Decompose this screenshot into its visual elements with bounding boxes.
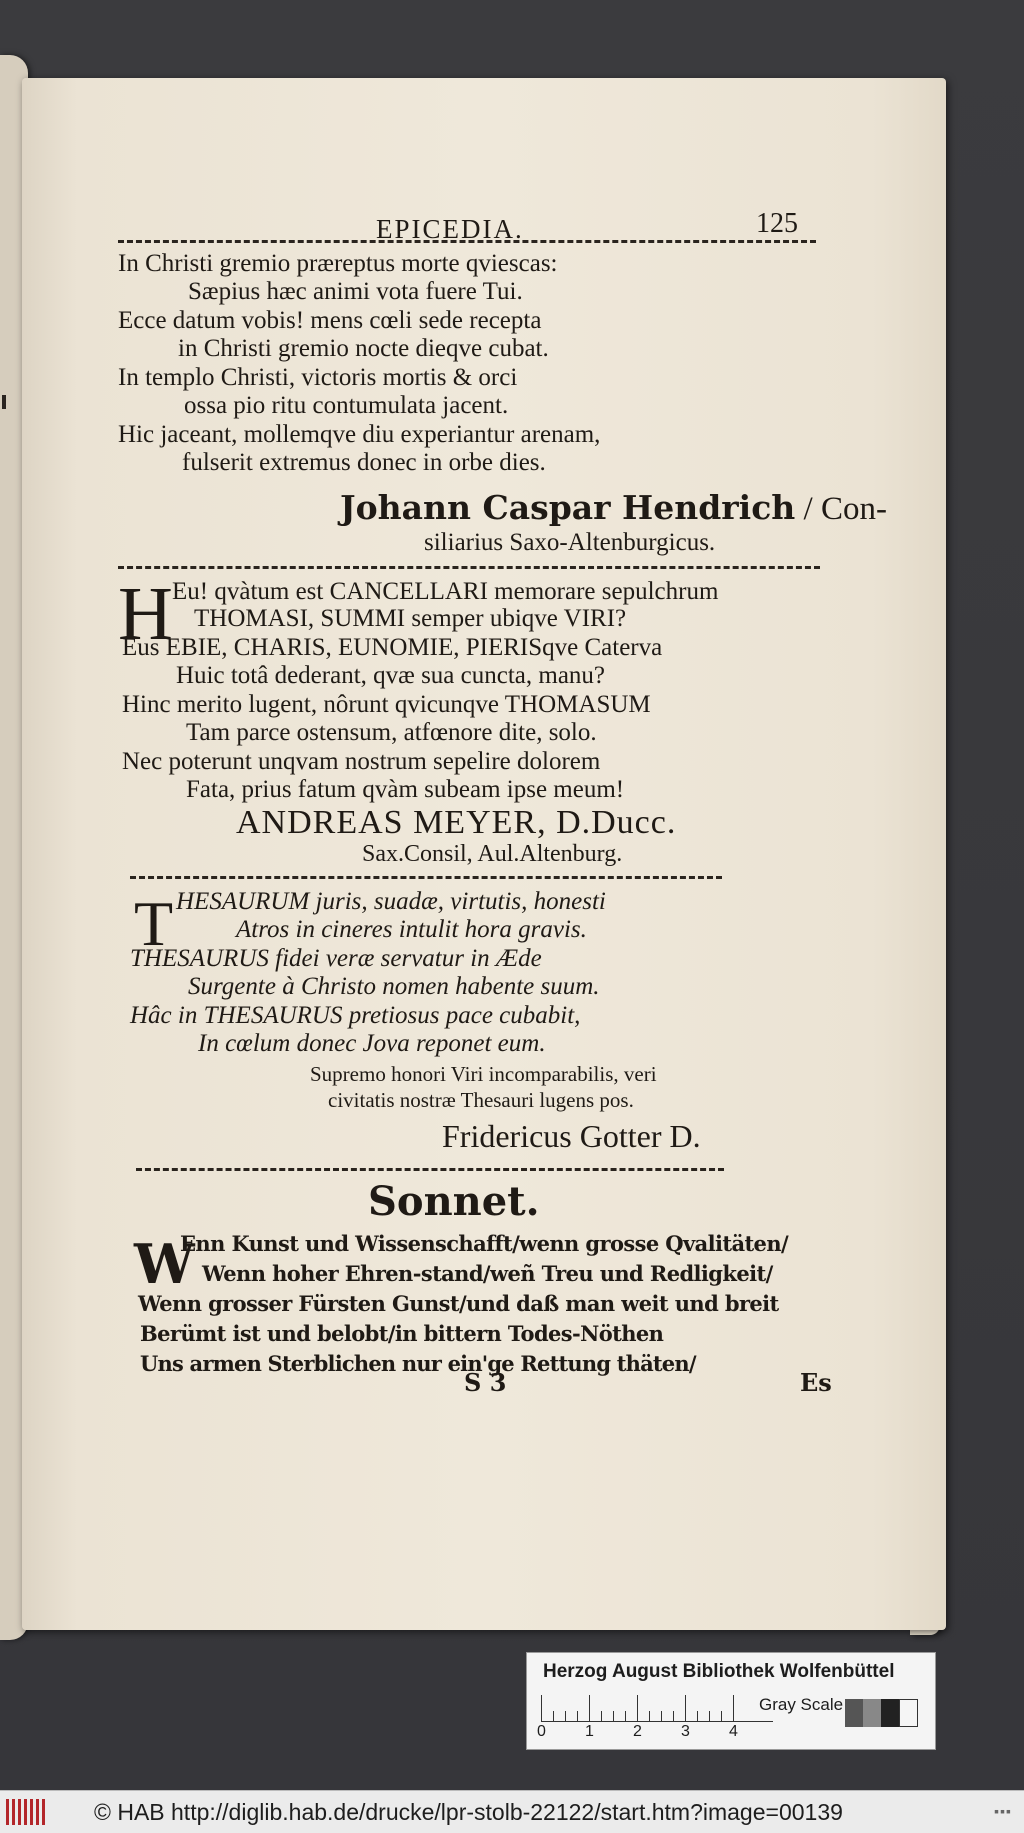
- poem-line: Wenn grosser Fürsten Gunst/und daß man weit und breit: [138, 1291, 779, 1316]
- signature-mark: S 3: [464, 1368, 507, 1397]
- gray-swatch: [863, 1699, 881, 1727]
- signature-name-suffix: / Con-: [803, 491, 887, 527]
- signature-blackletter-name: Johann Caspar Hendrich: [340, 488, 796, 527]
- poem-line: in Christi gremio nocte dieqve cubat.: [178, 335, 549, 362]
- poem-line: Wenn hoher Ehren-stand/weñ Treu und Redligkeit/: [202, 1261, 773, 1286]
- poem-line: Uns armen Sterblichen nur ein'ge Rettung thäten/: [140, 1351, 696, 1376]
- gray-swatch: [881, 1699, 899, 1727]
- signature-name: ANDREAS MEYER, D.Ducc.: [236, 804, 677, 841]
- signature-title: Sax.Consil, Aul.Altenburg.: [362, 841, 623, 867]
- poem-line: Hic jaceant, mollemqve diu experiantur arenam,: [118, 421, 601, 448]
- menu-dots-icon[interactable]: ▪▪▪: [994, 1803, 1012, 1819]
- poem-line: Atros in cineres intulit hora gravis.: [236, 916, 587, 943]
- library-reference-card: [526, 1652, 936, 1750]
- poem-line: Surgente à Christo nomen habente suum.: [188, 973, 600, 1000]
- section-rule: [130, 876, 722, 879]
- gray-swatch: [899, 1699, 918, 1727]
- running-title: EPICEDIA.: [376, 214, 524, 244]
- poem-line: Fata, prius fatum qvàm subeam ipse meum!: [186, 776, 625, 803]
- poem-line: In templo Christi, victoris mortis & orci: [118, 364, 518, 391]
- signature-title: siliarius Saxo-Altenburgicus.: [424, 529, 716, 556]
- poem-line: Enn Kunst und Wissenschafft/wenn grosse Qvalitäten/: [180, 1231, 789, 1256]
- poem-line: Eus EBIE, CHARIS, EUNOMIE, PIERISqve Caterva: [122, 634, 663, 661]
- library-name: Herzog August Bibliothek Wolfenbüttel: [543, 1661, 895, 1682]
- dedication-line: Supremo honori Viri incomparabilis, veri: [310, 1062, 657, 1086]
- poem-line: Ecce datum vobis! mens cœli sede recepta: [118, 307, 542, 334]
- poem-line: Berümt ist und belobt/in bittern Todes-Nöthen: [140, 1321, 664, 1346]
- permalink-text[interactable]: © HAB http://diglib.hab.de/drucke/lpr-stolb-22122/start.htm?image=00139: [94, 1799, 843, 1825]
- poem-line: Tam parce ostensum, atfœnore dite, solo.: [186, 719, 597, 746]
- header-rule: [118, 240, 816, 243]
- ruler-number: 4: [729, 1723, 738, 1740]
- ruler-number: 3: [681, 1723, 690, 1740]
- poem-line: Huic totâ dederant, qvæ sua cuncta, manu?: [176, 662, 606, 689]
- poem-line: In Christi gremio præreptus morte qviescas:: [118, 250, 558, 277]
- ruler-number: 0: [537, 1723, 546, 1740]
- hab-logo-icon[interactable]: [6, 1799, 48, 1825]
- dedication-line: civitatis nostræ Thesauri lugens pos.: [328, 1088, 634, 1112]
- poem-line: Hinc merito lugent, nôrunt qvicunqve THOMASUM: [122, 691, 651, 718]
- ruler-number: 1: [585, 1723, 594, 1740]
- poem-line: Eu! qvàtum est CANCELLARI memorare sepulchrum: [172, 578, 719, 605]
- poem-line: Sæpius hæc animi vota fuere Tui.: [188, 278, 523, 305]
- poem-line: fulserit extremus donec in orbe dies.: [182, 449, 546, 476]
- signature-name: [340, 488, 887, 528]
- gray-swatch: [845, 1699, 863, 1727]
- measurement-ruler: [541, 1695, 773, 1722]
- drop-initial: W: [134, 1232, 195, 1296]
- poem-line: Nec poterunt unqvam nostrum sepelire dolorem: [122, 748, 601, 775]
- signature-name: Fridericus Gotter D.: [442, 1118, 701, 1154]
- drop-initial: T: [134, 888, 174, 959]
- poem-line: In cœlum donec Jova reponet eum.: [198, 1030, 546, 1057]
- poem-line: Hâc in THESAURUS pretiosus pace cubabit,: [130, 1002, 581, 1029]
- poem-line: ossa pio ritu contumulata jacent.: [184, 392, 509, 419]
- section-rule: [118, 566, 820, 569]
- sonnet-heading: Sonnet.: [368, 1178, 540, 1225]
- poem-line: THESAURUS fidei veræ servatur in Æde: [130, 945, 542, 972]
- section-rule: [136, 1168, 724, 1171]
- ruler-number: 2: [633, 1723, 642, 1740]
- drop-initial: H: [118, 572, 173, 656]
- gray-scale-label: Gray Scale: [759, 1695, 844, 1714]
- viewer-footer: [0, 1790, 1024, 1833]
- poem-line: HESAURUM juris, suadæ, virtutis, honesti: [176, 888, 606, 915]
- scanned-page: [22, 78, 946, 1630]
- catchword: Es: [800, 1368, 832, 1397]
- page-number: 125: [756, 208, 798, 239]
- poem-line: THOMASI, SUMMI semper ubiqve VIRI?: [194, 605, 627, 632]
